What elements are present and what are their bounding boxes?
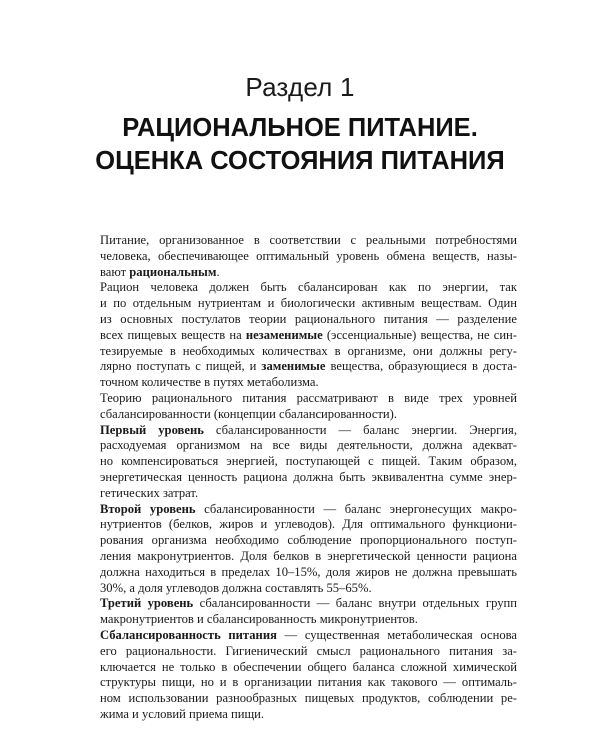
paragraph-third-level — [83, 596, 517, 628]
text-segment: лярно поступать с пищей, и — [100, 359, 262, 374]
term-third-level: Третий уровень — [100, 596, 194, 611]
paragraph-three-levels — [83, 391, 517, 423]
text-line: 30%, а доля углеводов должна составлять 55–65%. — [100, 580, 372, 595]
text-line: человека, обеспечивающее оптимальный уровень обмена веществ, назы- — [100, 248, 517, 263]
text-line: Питание, организованное в соответствии с реальными потребностями — [100, 233, 517, 247]
text-line: точном количестве в путях метаболизма. — [100, 375, 319, 390]
text-line — [83, 596, 517, 612]
text-line: из основных постулатов теории рационального питания — разделение — [100, 311, 517, 326]
paragraph-rational-nutrition — [83, 233, 517, 280]
text-line: и по отдельным нутриентам и биологически активным веществам. Один — [100, 296, 517, 311]
term-replaceable: заменимые — [261, 359, 326, 374]
text-line: должна находиться в пределах 10–15%, доля жиров не должна превышать — [100, 564, 517, 579]
text-line: тезируемые в необходимых количествах в организме, они должны регу- — [100, 343, 517, 358]
text-segment: сбалансированности — баланс внутри отдельных групп — [193, 596, 518, 611]
text-segment: (эссенциальные) вещества, не син- — [322, 327, 517, 342]
text-line: ключается не только в обеспечении общего баланса сложной химической — [100, 659, 517, 674]
text-segment: всех пищевых веществ на — [100, 327, 246, 342]
text-line — [83, 502, 517, 518]
text-line: структуры пищи, но и в организации питания как такового — оптималь- — [100, 675, 517, 690]
text-segment: сбалансированности — баланс энергии. Энергия, — [203, 422, 517, 437]
text-line: нутриентов (белков, жиров и углеводов). Для оптимального функциони- — [100, 517, 517, 532]
text-line: его рациональности. Гигиенический смысл рационального питания за- — [100, 643, 517, 658]
text-line: макронутриентов и сбалансированность микронутриентов. — [100, 612, 418, 627]
paragraph-balanced-nutrition — [83, 628, 517, 723]
text-segment: вещества, образующиеся в доста- — [325, 359, 517, 374]
paragraph-second-level — [83, 502, 517, 597]
text-line: расходуемая организмом на все виды деятельности, должна адекват- — [100, 438, 517, 453]
paragraph-first-level — [83, 423, 517, 502]
text-line: сбалансированности (концепции сбалансированности). — [100, 406, 397, 421]
text-line — [83, 628, 517, 644]
text-line: но компенсироваться энергией, поступающей с пищей. Таким образом, — [100, 454, 517, 469]
paragraph-balance — [83, 280, 517, 391]
term-essential: незаменимые — [245, 327, 323, 342]
text-line: Рацион человека должен быть сбалансирован как по энергии, так — [100, 280, 517, 295]
text-line — [83, 423, 517, 439]
text-line: ном использовании разнообразных пищевых продуктов, соблюдении ре- — [100, 691, 517, 706]
term-second-level: Второй уровень — [100, 501, 196, 516]
term-first-level: Первый уровень — [100, 422, 204, 437]
section-title — [0, 112, 600, 178]
text-segment: . — [216, 264, 220, 279]
text-line: энергетическая ценность рациона должна быть эквивалентна сумме энер- — [100, 469, 517, 484]
text-line: ления макронутриентов. Доля белков в энергетической ценности рациона — [100, 548, 517, 563]
term-balanced-nutrition: Сбалансированность питания — [100, 627, 277, 642]
section-title-line-2: ОЦЕНКА СОСТОЯНИЯ ПИТАНИЯ — [95, 147, 505, 175]
body-text — [83, 233, 517, 723]
text-line: рования организма необходимо соблюдение пропорционального поступ- — [100, 533, 517, 548]
text-line: жима и условий приема пищи. — [100, 706, 265, 721]
text-segment: вают — [100, 264, 130, 279]
text-line — [83, 328, 517, 344]
text-line — [83, 265, 517, 281]
section-label: Раздел 1 — [245, 72, 355, 102]
section-title-line-1: РАЦИОНАЛЬНОЕ ПИТАНИЕ. — [122, 114, 478, 142]
term-rational: рациональным — [129, 264, 217, 279]
text-segment: сбалансированности — баланс энергонесущих макро- — [195, 501, 517, 516]
text-line: Теорию рационального питания рассматривают в виде трех уровней — [100, 390, 517, 405]
text-segment: — существенная метаболическая основа — [276, 627, 517, 642]
text-line: гетических затрат. — [100, 485, 199, 500]
text-line — [83, 359, 517, 375]
